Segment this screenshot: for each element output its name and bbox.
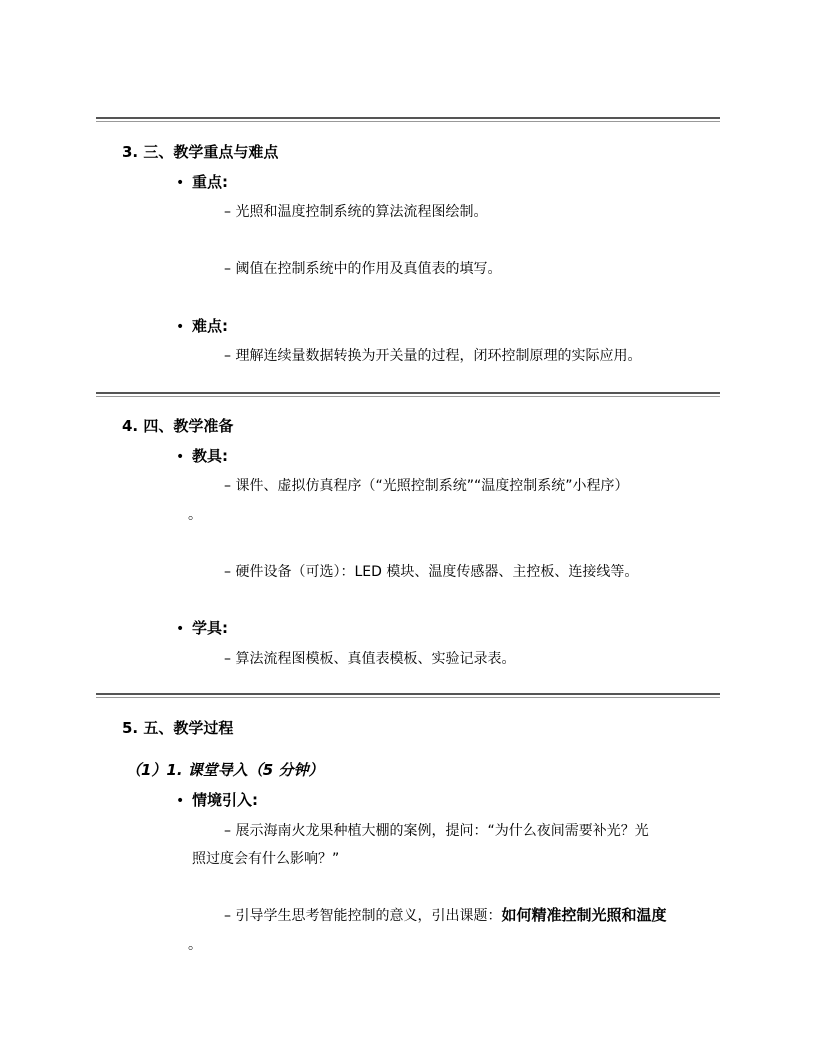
section-heading: 3. 三、教学重点与难点	[122, 143, 279, 161]
lesson-topic: 如何精准控制光照和温度	[501, 906, 667, 924]
group-label: 重点:	[192, 173, 228, 191]
group-label: 教具:	[192, 447, 228, 465]
list-item: – 算法流程图模板、真值表模板、实验记录表。	[224, 651, 516, 667]
section-heading: 5. 五、教学过程	[122, 719, 234, 737]
list-item-continuation: 。	[188, 937, 202, 953]
group-label: 情境引入:	[192, 791, 258, 809]
bullet-dot: •	[176, 175, 185, 191]
section-divider	[96, 117, 720, 122]
bullet-dot: •	[176, 621, 185, 637]
list-item-continuation: 照过度会有什么影响？”	[192, 851, 340, 867]
section-divider	[96, 693, 720, 698]
list-item	[224, 906, 666, 925]
bullet-dot: •	[176, 449, 185, 465]
list-item: – 阈值在控制系统中的作用及真值表的填写。	[224, 261, 502, 277]
list-item: – 展示海南火龙果种植大棚的案例，提问：“为什么夜间需要补光？光	[224, 823, 649, 839]
list-item: – 课件、虚拟仿真程序（“光照控制系统”“温度控制系统”小程序）	[224, 478, 629, 494]
section-heading: 4. 四、教学准备	[122, 417, 234, 435]
subsection-heading: （1）1. 课堂导入（5 分钟）	[126, 761, 324, 779]
list-item-continuation: 。	[188, 507, 202, 523]
list-item: – 光照和温度控制系统的算法流程图绘制。	[224, 204, 488, 220]
group-label: 学具:	[192, 619, 228, 637]
list-item: – 理解连续量数据转换为开关量的过程，闭环控制原理的实际应用。	[224, 348, 642, 364]
bullet-dot: •	[176, 319, 185, 335]
list-item: – 硬件设备（可选）：LED 模块、温度传感器、主控板、连接线等。	[224, 564, 639, 580]
section-divider	[96, 392, 720, 397]
group-label: 难点:	[192, 317, 228, 335]
list-item-text: – 引导学生思考智能控制的意义，引出课题：	[224, 908, 502, 924]
bullet-dot: •	[176, 793, 185, 809]
